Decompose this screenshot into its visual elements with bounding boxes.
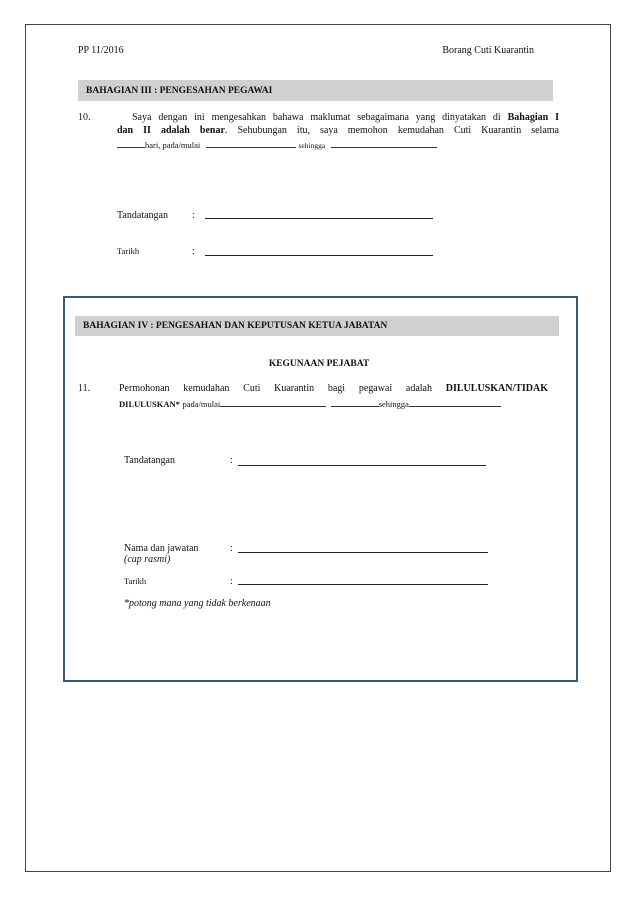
section4-item-number: 11. [78, 383, 91, 394]
section4-line1-bold: DILULUSKAN/TIDAK [445, 383, 549, 394]
office-use-heading: KEGUNAAN PEJABAT [268, 359, 370, 369]
start-date-blank[interactable] [206, 138, 296, 148]
section4-date-line[interactable] [238, 584, 488, 585]
section4-date-colon: : [230, 576, 233, 587]
section3-title-bar [78, 80, 553, 101]
section4-pada-mulai: pada/mulai [182, 399, 221, 409]
form-title: Borang Cuti Kuarantin [442, 45, 534, 56]
section4-start-date-blank[interactable] [220, 397, 326, 407]
section3-paragraph-line3 [117, 138, 437, 150]
section3-item-number: 10. [78, 112, 91, 123]
section3-line2-text: . Sehubungan itu, saya memohon kemudahan Cuti Kuarantin selama [224, 125, 559, 136]
section3-title: BAHAGIAN III : PENGESAHAN PEGAWAI [86, 85, 273, 96]
section3-date-label: Tarikh [117, 246, 140, 256]
pada-mulai-label: pada/mulai [162, 140, 201, 150]
section3-signature-colon: : [192, 210, 195, 221]
section4-name-label: Nama dan jawatan [124, 543, 199, 554]
section3-paragraph-line1 [132, 112, 559, 123]
section3-line1-text: Saya dengan ini mengesahkan bahawa maklumat sebagaimana yang dinyatakan di [132, 112, 501, 123]
hari-label: hari, [145, 140, 161, 150]
section4-name-colon: : [230, 543, 233, 554]
section4-line2-bold: DILULUSKAN* [119, 399, 180, 409]
section3-line2-bold: dan II adalah benar [117, 125, 225, 136]
section4-footnote: *potong mana yang tidak berkenaan [124, 598, 271, 609]
section3-date-colon: : [192, 246, 195, 257]
section4-signature-label: Tandatangan [124, 455, 175, 466]
section4-title: BAHAGIAN IV : PENGESAHAN DAN KEPUTUSAN KETUA JABATAN [83, 321, 388, 331]
section3-signature-label: Tandatangan [117, 210, 168, 221]
sehingga-label: sehingga [298, 141, 326, 150]
section3-paragraph-line2 [117, 125, 559, 136]
section4-sehingga: sehingga [378, 399, 409, 409]
section4-name-sublabel: (cap rasmi) [124, 554, 171, 565]
section4-line1-text: Permohonan kemudahan Cuti Kuarantin bagi pegawai adalah [119, 383, 432, 394]
section4-name-line[interactable] [238, 552, 488, 553]
days-blank[interactable] [117, 138, 145, 148]
section4-end-date-blank[interactable] [409, 397, 501, 407]
section4-date-label: Tarikh [124, 576, 147, 586]
section4-paragraph-line1 [119, 383, 548, 394]
section4-paragraph-line2 [119, 397, 501, 410]
section3-line1-bold: Bahagian I [507, 112, 559, 123]
section4-mid-blank[interactable] [331, 397, 379, 407]
section4-title-bar [75, 316, 559, 336]
section4-box [63, 296, 578, 682]
section4-signature-line[interactable] [238, 465, 486, 466]
doc-reference: PP 11/2016 [78, 45, 124, 56]
section3-signature-line[interactable] [205, 218, 433, 219]
end-date-blank[interactable] [331, 138, 437, 148]
section3-date-line[interactable] [205, 255, 433, 256]
section4-signature-colon: : [230, 455, 233, 466]
